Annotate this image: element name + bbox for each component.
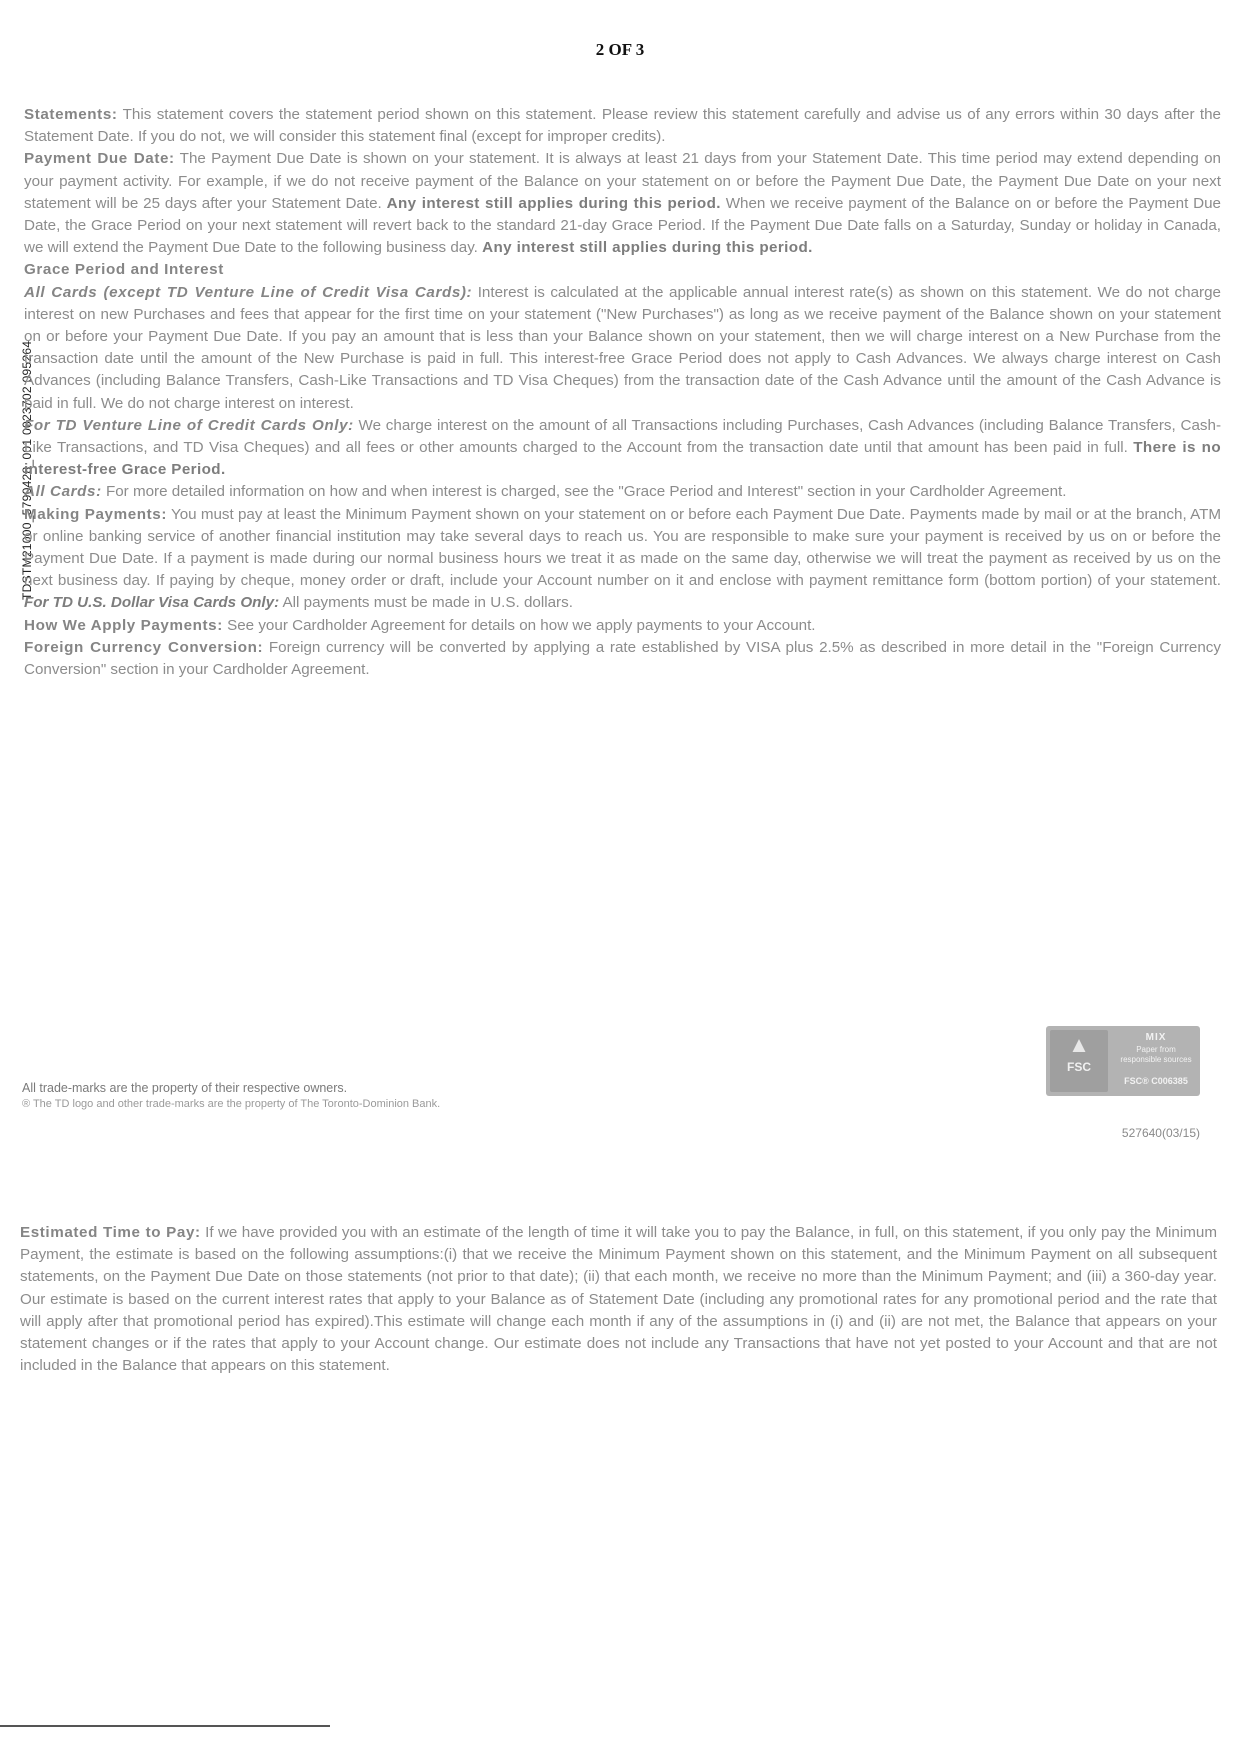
venture-bold: There is no interest-free Grace Period. [24,439,1221,479]
fsc-abbr: FSC [1067,1060,1091,1074]
estimated-time-text: If we have provided you with an estimate of the length of time it will take you to pay the Balance, in full, on this statement, if you only pay the Minimum Payment, the estimate is based on the following assumptions:(i) that we receive the Minimum Payment shown on this statement, and the Minimum Payment on all subsequent statements, on the Payment Due Date on those statements (not prior to that date); (ii) that each month, we receive no more than the Minimum Payment; and (iii) a 360-day year. Our estimate is based on the current interest rates that apply to your Balance as of Statement Date (including any promotional rates for any promotional period and the rate that will apply after that promotional period has expired).This estimate will change each month if any of the assumptions in (i) and (ii) are not met, the Balance that appears on your statement changes or if the rates that apply to your Account change. Our estimate does not include any Transactions that have not yet posted to your Account and that are not included in the Balance that appears on this statement. [20,1224,1217,1375]
tree-icon: ▲ [1068,1032,1090,1057]
statements-paragraph [24,104,1221,148]
estimated-time-to-pay-paragraph [20,1222,1217,1377]
fsc-mix-label: MIX [1145,1032,1167,1043]
bottom-rule [0,1725,330,1727]
fsc-paper-label: Paper from responsible sources [1120,1045,1192,1064]
fsc-tree-logo [1050,1030,1108,1092]
foreign-currency-paragraph [24,637,1221,681]
all-cards-except-text: Interest is calculated at the applicable annual interest rate(s) as shown on this statement. We do not charge interest on new Purchases and fees that appear for the first time on your statement ("New Purchases") as long as we receive payment of the Balance shown on your statement on or before your Payment Due Date. If you pay an amount that is less than your Balance shown on your statement, then we will charge interest on a New Purchase from the transaction date until the amount of the New Purchase is paid in full. This interest-free Grace Period does not apply to Cash Advances. We always charge interest on Cash Advances (including Balance Transfers, Cash-Like Transactions and TD Visa Cheques) from the transaction date of the Cash Advance until the amount of the Cash Advance is paid in full. We do not charge interest on interest. [24,283,1221,412]
statements-heading: Statements: [24,106,118,123]
how-we-apply-text: See your Cardholder Agreement for details on how we apply payments to your Account. [222,616,816,634]
fsc-label-block [1116,1032,1196,1065]
how-we-apply-heading: How We Apply Payments: [24,616,223,634]
page-number: 2 OF 3 [595,40,645,59]
making-payments-text: You must pay at least the Minimum Payment shown on your statement on or before each Payment Due Date. Payments made by mail or at the branch, ATM or online banking service of another financial institution may take several days to reach us. You are responsible to make sure your payment is received by us on or before the Payment Due Date. If a payment is made during our normal business hours we treat it as made on the same day, otherwise we will treat the payment as received by us on the next business day. If paying by cheque, money order or draft, include your Account number on it and enclose with payment remittance form (bottom portion) of your statement. [24,505,1221,590]
all-cards-heading: All Cards: [24,483,102,501]
estimated-time-heading: Estimated Time to Pay: [20,1224,201,1241]
venture-paragraph [24,415,1221,482]
grace-period-heading-paragraph [24,259,1221,281]
payment-due-date-heading: Payment Due Date: [24,150,175,168]
grace-period-heading: Grace Period and Interest [24,261,224,279]
trademark-notice [22,1080,722,1112]
statement-terms [24,104,1221,681]
trademark-line-2: ® The TD logo and other trade-marks are the property of The Toronto-Dominion Bank. [22,1098,441,1110]
all-cards-except-heading: All Cards (except TD Venture Line of Credit Visa Cards): [24,283,473,301]
trademark-line-1: All trade-marks are the property of their respective owners. [22,1081,348,1095]
venture-text: We charge interest on the amount of all Transactions including Purchases, Cash Advances (including Balance Transfers, Cash-Like Transactions, and TD Visa Cheques) and all fees or other amounts charged to the Account from the transaction date until that amount has been paid in full. [24,416,1222,457]
making-payments-usd-heading: For TD U.S. Dollar Visa Cards Only: [24,594,280,612]
all-cards-paragraph [24,481,1221,503]
fsc-code: FSC® C006385 [1124,1076,1188,1086]
fsc-certification-logo [1046,1026,1200,1096]
making-payments-usd-text: All payments must be made in U.S. dollars. [279,594,573,612]
payment-due-date-text-1: The Payment Due Date is shown on your statement. It is always at least 21 days from your Statement Date. This time period may extend depending on your payment activity. For example, if we do not receive payment of the Balance on your statement on or before the Payment Due Date, the Payment Due Date on your next statement will be 25 days after your Statement Date. [24,150,1221,212]
making-payments-heading: Making Payments: [24,505,167,523]
payment-due-date-bold-2: Any interest still applies during this period. [482,239,813,257]
all-cards-except-paragraph [24,282,1221,415]
foreign-currency-heading: Foreign Currency Conversion: [24,638,264,656]
statements-text: This statement covers the statement period shown on this statement. Please review this statement carefully and advise us of any errors within 30 days after the Statement Date. If you do not, we will consider this statement final (except for improper credits). [24,106,1221,146]
payment-due-date-bold-1: Any interest still applies during this period. [386,194,721,212]
payment-due-date-paragraph [24,148,1221,259]
form-code: 527640(03/15) [1121,1126,1200,1140]
payment-due-date-text-2: When we receive payment of the Balance on or before the Payment Due Date, the Grace Period on your next statement will revert back to the standard 21-day Grace Period. If the Payment Due Date falls on a Saturday, Sunday or holiday in Canada, we will extend the Payment Due Date to the following business day. [24,194,1221,257]
document-id-text: TDSTM21000_5790428_001 0023702 095264 [20,340,34,600]
how-we-apply-paragraph [24,615,1221,637]
all-cards-text: For more detailed information on how and when interest is charged, see the "Grace Period and Interest" section in your Cardholder Agreement. [101,483,1067,501]
foreign-currency-text: Foreign currency will be converted by applying a rate established by VISA plus 2.5% as described in more detail in the "Foreign Currency Conversion" section in your Cardholder Agreement. [24,638,1221,679]
making-payments-paragraph [24,504,1221,615]
venture-heading: For TD Venture Line of Credit Cards Only: [24,416,354,434]
